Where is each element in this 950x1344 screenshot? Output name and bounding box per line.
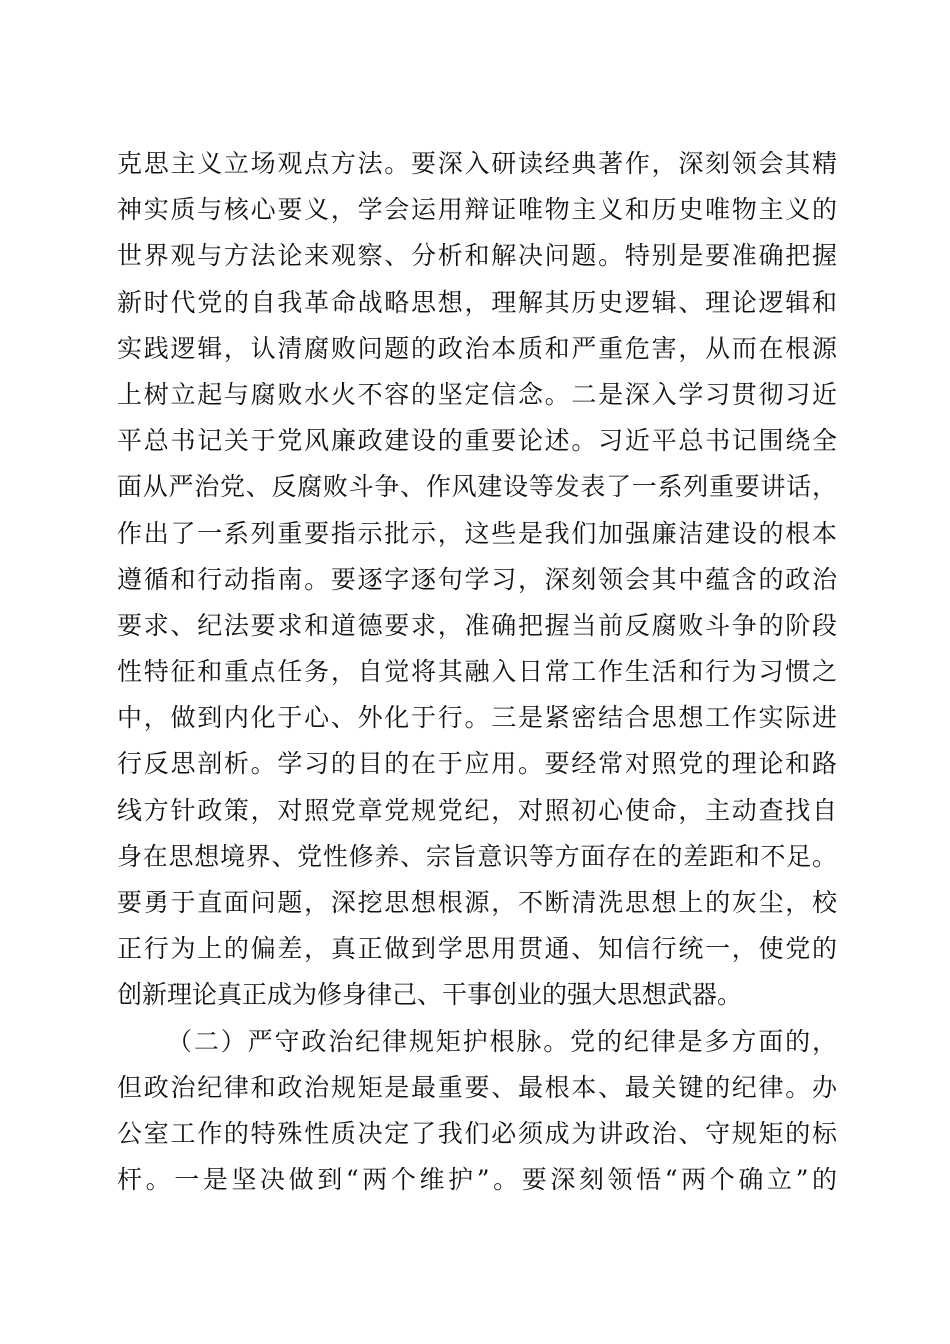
text-line: 身在思想境界、党性修养、宗旨意识等方面存在的差距和不足。: [117, 841, 837, 871]
text-line: 上树立起与腐败水火不容的坚定信念。二是深入学习贯彻习近: [117, 379, 837, 409]
text-line: 正行为上的偏差，真正做到学思用贯通、知信行统一，使党的: [117, 934, 837, 964]
text-line: 遵循和行动指南。要逐字逐句学习，深刻领会其中蕴含的政治: [117, 564, 837, 594]
text-line: 性特征和重点任务，自觉将其融入日常工作生活和行为习惯之: [117, 657, 837, 687]
text-line: 实践逻辑，认清腐败问题的政治本质和严重危害，从而在根源: [117, 333, 837, 363]
text-line: 要勇于直面问题，深挖思想根源，不断清洗思想上的灰尘，校: [117, 888, 837, 917]
text-line: 杆。一是坚决做到“两个维护”。要深刻领悟“两个确立”的: [117, 1165, 837, 1195]
text-line: 创新理论真正成为修身律己、干事创业的强大思想武器。: [117, 980, 743, 1010]
text-line: 世界观与方法论来观察、分析和解决问题。特别是要准确把握: [117, 241, 837, 271]
text-line: 新时代党的自我革命战略思想，理解其历史逻辑、理论逻辑和: [117, 287, 837, 317]
text-line: 克思主义立场观点方法。要深入研读经典著作，深刻领会其精: [117, 149, 837, 178]
text-line: 神实质与核心要义，学会运用辩证唯物主义和历史唯物主义的: [117, 195, 837, 225]
text-line: 平总书记关于党风廉政建设的重要论述。习近平总书记围绕全: [117, 426, 837, 456]
section-heading-line: （二）严守政治纪律规矩护根脉。党的纪律是多方面的，: [167, 1026, 837, 1056]
text-line: 线方针政策，对照党章党规党纪，对照初心使命，主动查找自: [117, 795, 837, 825]
text-line: 但政治纪律和政治规矩是最重要、最根本、最关键的纪律。办: [117, 1072, 837, 1102]
body-text: [117, 141, 837, 1203]
text-line: 中，做到内化于心、外化于行。三是紧密结合思想工作实际进: [117, 703, 837, 733]
text-line: 作出了一系列重要指示批示，这些是我们加强廉洁建设的根本: [117, 518, 837, 548]
text-line: 要求、纪法要求和道德要求，准确把握当前反腐败斗争的阶段: [117, 610, 837, 640]
text-line: 面从严治党、反腐败斗争、作风建设等发表了一系列重要讲话，: [117, 472, 837, 502]
text-line: 行反思剖析。学习的目的在于应用。要经常对照党的理论和路: [117, 749, 837, 779]
text-line: 公室工作的特殊性质决定了我们必须成为讲政治、守规矩的标: [117, 1118, 837, 1148]
